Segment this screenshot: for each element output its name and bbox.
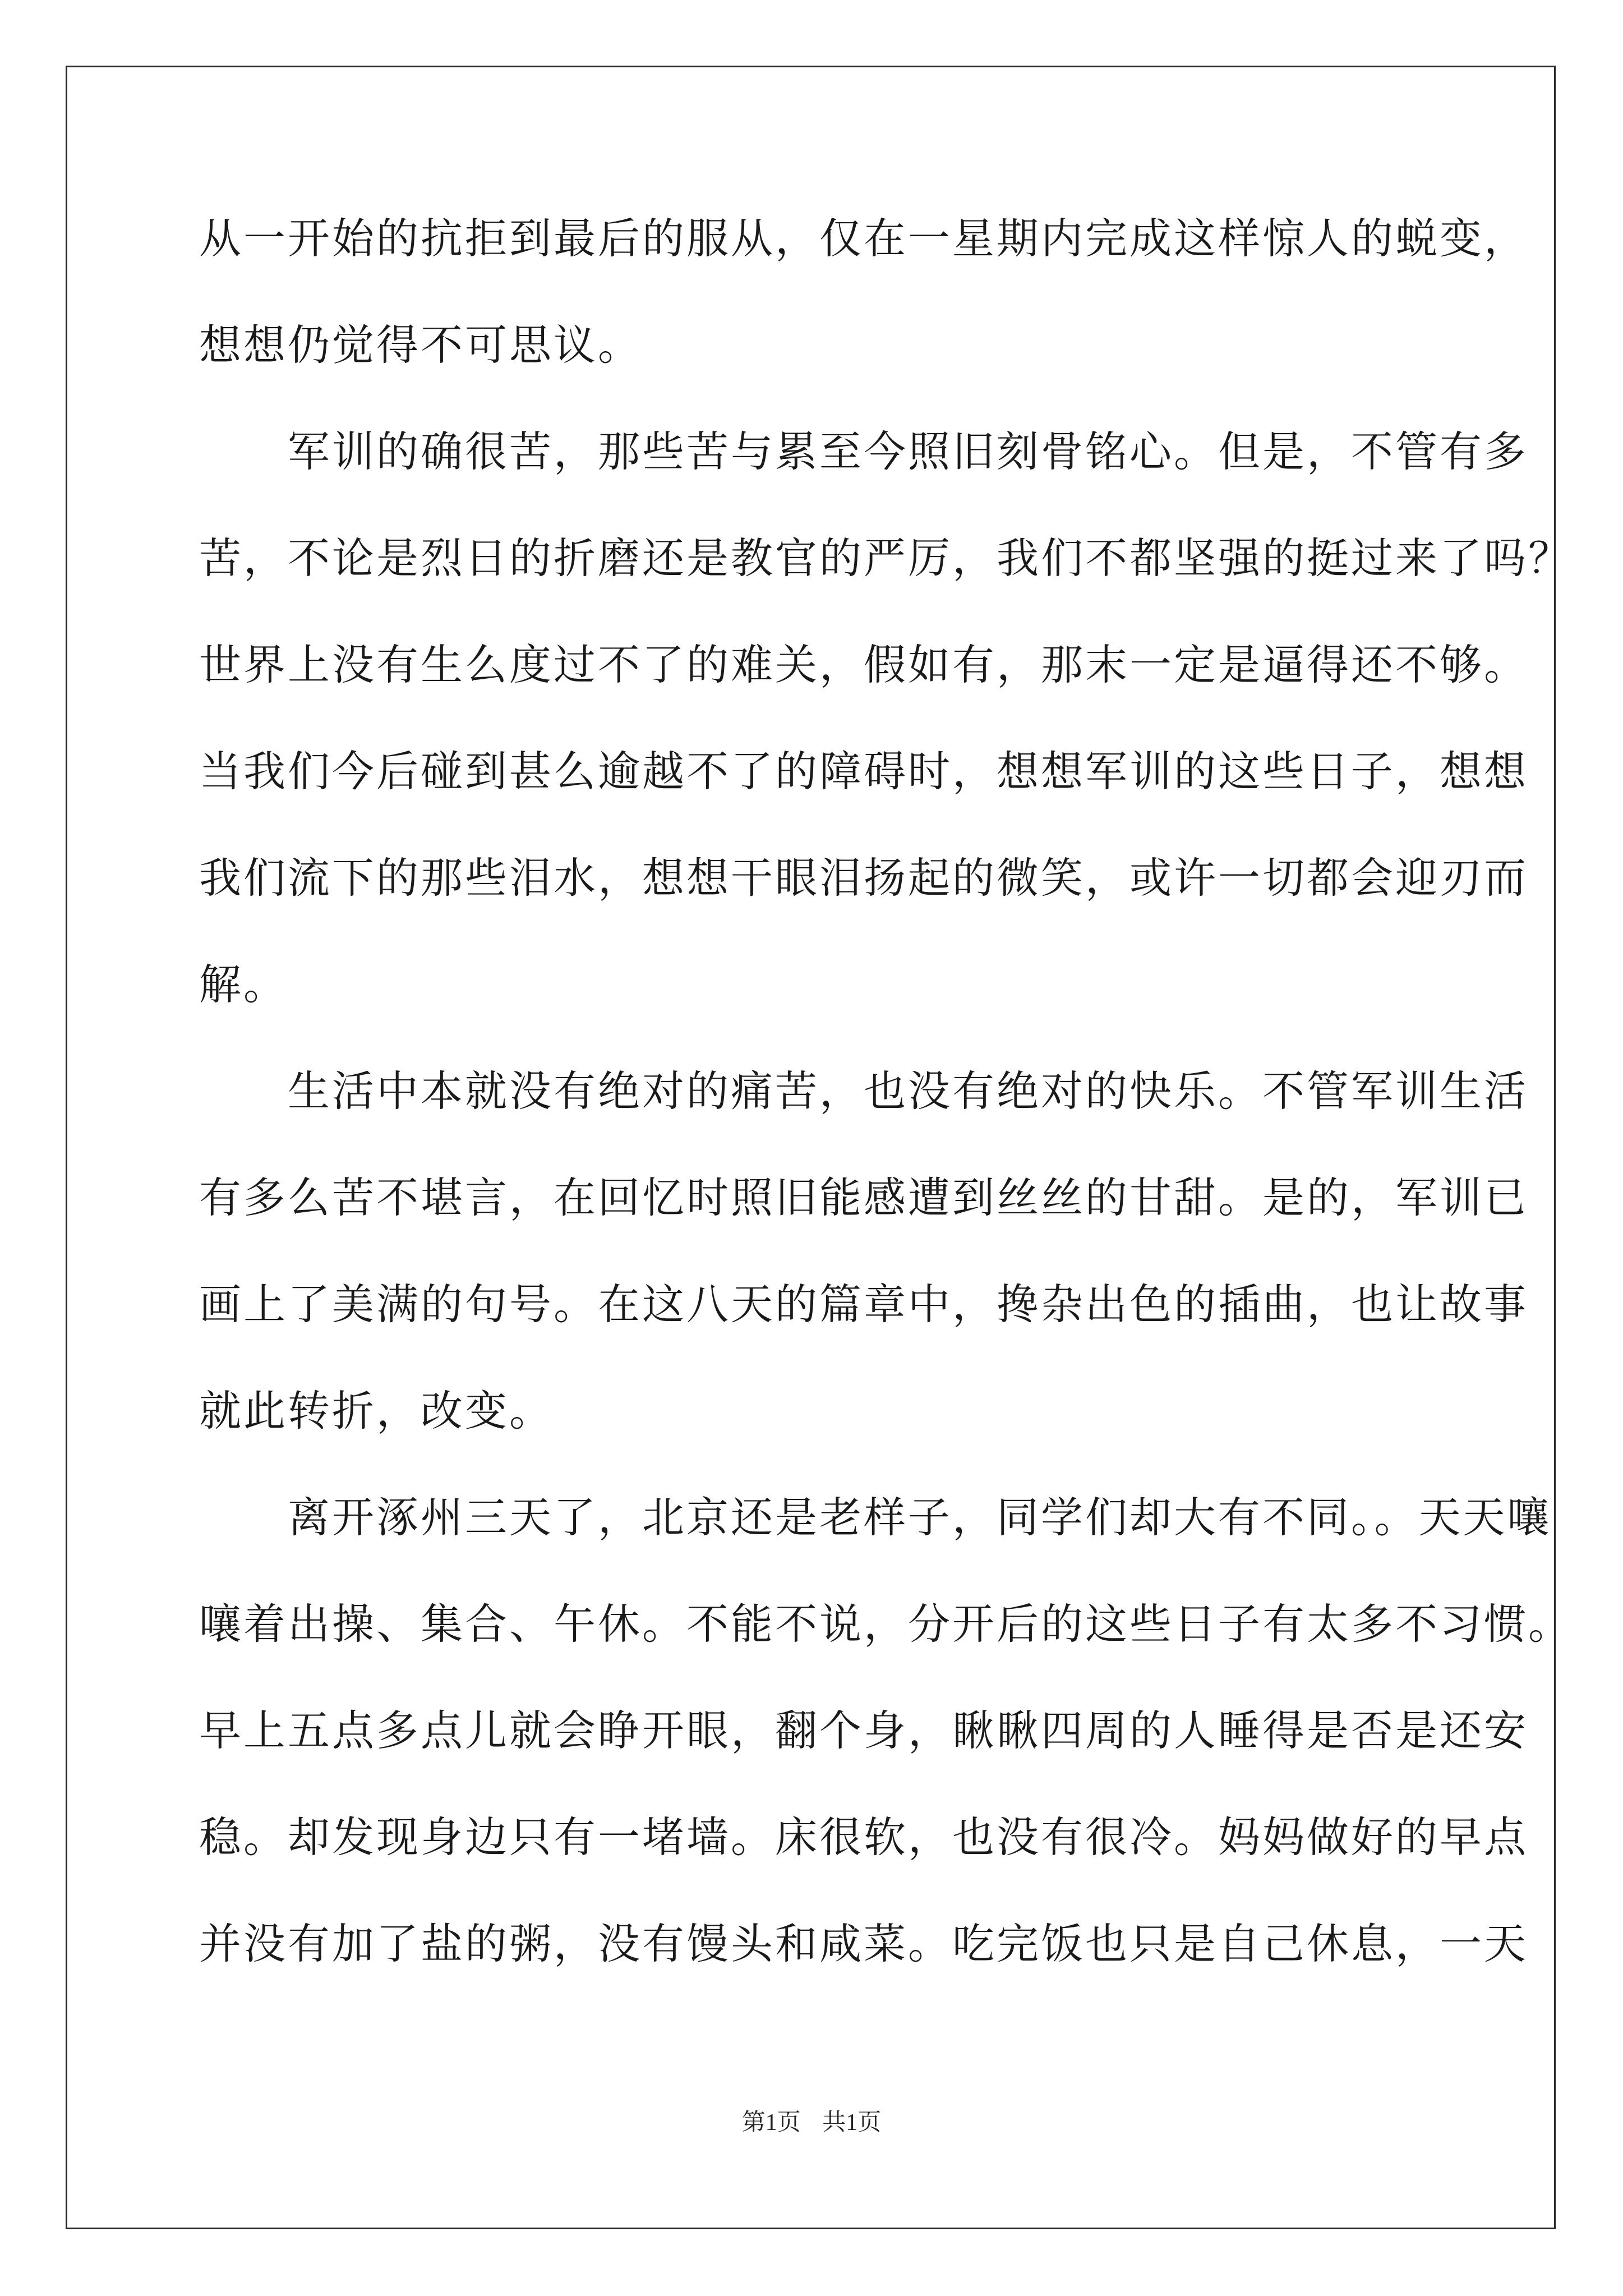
text-line-4: 苦，不论是烈日的折磨还是教官的严厉，我们不都坚强的挺过来了吗？: [199, 533, 1573, 583]
text-line-5: 世界上没有生么度过不了的难关，假如有，那末一定是逼得还不够。: [199, 640, 1529, 689]
text-line-16: 稳。却发现身边只有一堵墙。床很软，也没有很冷。妈妈做好的早点: [199, 1812, 1529, 1862]
page-footer: [0, 2104, 1623, 2137]
text-line-10: 有多么苦不堪言，在回忆时照旧能感遭到丝丝的甘甜。是的，军训已: [199, 1173, 1529, 1222]
text-line-3: 军训的确很苦，那些苦与累至今照旧刻骨铭心。但是，不管有多: [199, 427, 1529, 476]
text-line-15: 早上五点多点儿就会睁开眼，翻个身，瞅瞅四周的人睡得是否是还安: [199, 1706, 1529, 1755]
text-line-12: 就此转折，改变。: [199, 1386, 554, 1435]
text-line-14: 嚷着出操、集合、午休。不能不说，分开后的这些日子有太多不习惯。: [199, 1599, 1573, 1649]
text-line-6: 当我们今后碰到甚么逾越不了的障碍时，想想军训的这些日子，想想: [199, 747, 1529, 796]
text-line-8: 解。: [199, 960, 288, 1009]
page-border: [66, 66, 1573, 2229]
text-line-13: 离开涿州三天了，北京还是老样子，同学们却大有不同。。天天嚷: [199, 1493, 1552, 1542]
page-number: 第1页: [741, 2110, 801, 2136]
text-line-17: 并没有加了盐的粥，没有馒头和咸菜。吃完饭也只是自己休息，一天: [199, 1919, 1529, 1968]
page-total: 共1页: [822, 2110, 882, 2136]
text-line-11: 画上了美满的句号。在这八天的篇章中，搀杂出色的插曲，也让故事: [199, 1280, 1529, 1329]
text-line-2: 想想仍觉得不可思议。: [199, 320, 643, 370]
text-line-1: 从一开始的抗拒到最后的服从，仅在一星期内完成这样惊人的蜕变，: [199, 214, 1529, 263]
text-line-9: 生活中本就没有绝对的痛苦，也没有绝对的快乐。不管军训生活: [199, 1066, 1529, 1116]
text-line-7: 我们流下的那些泪水，想想干眼泪扬起的微笑，或许一切都会迎刃而: [199, 853, 1529, 903]
